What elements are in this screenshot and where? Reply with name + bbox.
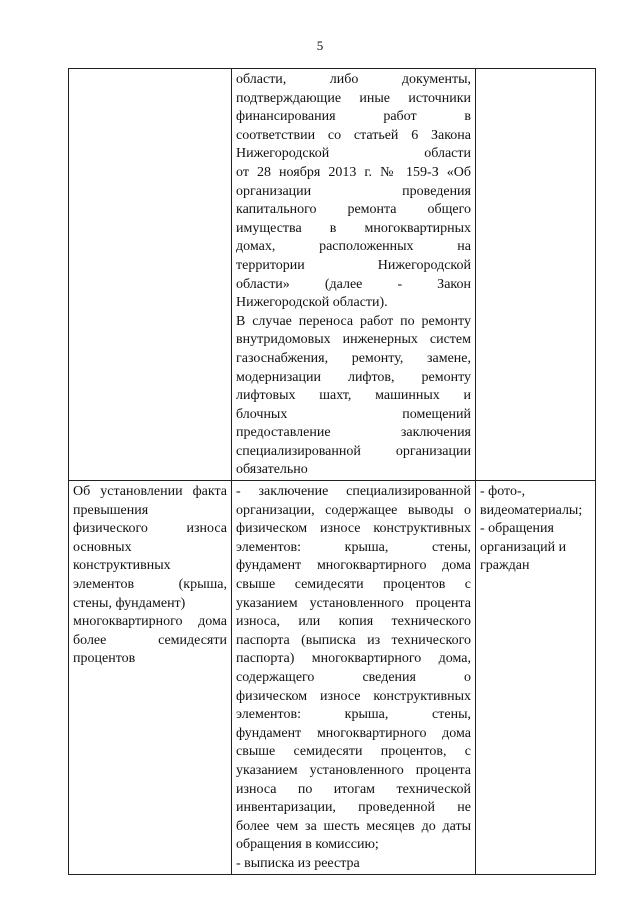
text-line: многоквартирного дома <box>73 614 227 630</box>
text-line: паспорта (выписка из технического <box>236 632 471 648</box>
text-line: физического износа <box>73 521 227 537</box>
text-line: более семидесяти <box>73 632 227 648</box>
text-line: элементов (крыша, <box>73 577 227 593</box>
text-line: указанием установленного процента <box>236 595 471 611</box>
text-line: Об установлении факта <box>73 484 227 500</box>
text-line: инвентаризации, проведенной не <box>236 800 471 816</box>
document-table <box>68 68 596 875</box>
text-line: подтверждающие иные источники <box>236 90 471 106</box>
text-line: финансирования работ в <box>236 109 471 125</box>
table-row <box>69 481 596 874</box>
text-line: износа, или копия технического <box>236 614 471 630</box>
text-line: элементов: крыша, стены, <box>236 707 471 723</box>
text-line: от 28 ноября 2013 г. № 159-З «Об <box>236 164 471 180</box>
text-line: домах, расположенных на <box>236 239 471 255</box>
text-line: паспорта) многоквартирного дома, <box>236 651 471 667</box>
text-line: фундамент многоквартирного дома <box>236 558 471 574</box>
text-line: физическом износе конструктивных <box>236 688 471 704</box>
text-line: более чем за шесть месяцев до даты <box>236 818 471 834</box>
row2-col3-cell <box>476 481 596 874</box>
text-line: граждан <box>480 558 530 574</box>
text-line: - фото-, <box>480 484 526 500</box>
text-line: предоставление заключения <box>236 425 471 441</box>
text-line: превышения <box>73 502 149 518</box>
row1-col3-cell <box>476 69 596 481</box>
text-line: свыше семидесяти процентов с <box>236 577 471 593</box>
table-row <box>69 69 596 481</box>
text-line: организации, содержащее выводы о <box>236 502 471 518</box>
text-line: Нижегородской области). <box>236 295 388 311</box>
text-line: специализированной организации <box>236 443 471 459</box>
text-line: внутридомовых инженерных систем <box>236 332 471 348</box>
text-line: организаций и <box>480 539 567 555</box>
text-line: указанием установленного процента <box>236 762 471 778</box>
text-line: конструктивных <box>73 558 171 574</box>
text-line: обязательно <box>236 462 308 478</box>
text-line: свыше семидесяти процентов, с <box>236 744 471 760</box>
text-line: элементов: крыша, стены, <box>236 539 471 555</box>
text-line: износа по итогам технической <box>236 781 471 797</box>
text-line: имущества в многоквартирных <box>236 220 471 236</box>
page-number: 5 <box>316 38 324 53</box>
text-line: области» (далее - Закон <box>236 276 471 292</box>
text-line: соответствии со статьей 6 Закона <box>236 127 471 143</box>
text-line: обращения в комиссию; <box>236 837 379 853</box>
text-line: Нижегородской области <box>236 146 471 162</box>
text-line: организации проведения <box>236 183 471 199</box>
text-line: - выписка из реестра <box>236 855 360 871</box>
text-line: содержащего сведения о <box>236 670 471 685</box>
text-line: видеоматериалы; <box>480 502 583 518</box>
text-line: В случае переноса работ по ремонту <box>236 313 471 329</box>
text-line: территории Нижегородской <box>236 257 471 273</box>
text-line: - обращения <box>480 521 554 537</box>
text-line: блочных помещений <box>236 406 471 422</box>
row2-col1-cell <box>69 481 232 874</box>
text-line: стены, фундамент) <box>73 595 186 611</box>
text-line: основных <box>73 539 132 555</box>
row1-col1-cell <box>69 69 232 481</box>
text-line: физическом износе конструктивных <box>236 521 471 537</box>
text-line: фундамент многоквартирного дома <box>236 725 471 741</box>
text-line: газоснабжения, ремонту, замене, <box>236 350 471 366</box>
row2-col2-cell <box>232 481 476 874</box>
text-line: области, либо документы, <box>236 72 471 87</box>
text-line: - заключение специализированной <box>236 484 471 500</box>
text-line: капитального ремонта общего <box>236 202 471 218</box>
text-line: лифтовых шахт, машинных и <box>236 388 471 404</box>
text-line: процентов <box>73 651 136 667</box>
row1-col2-cell <box>232 69 476 481</box>
text-line: модернизации лифтов, ремонту <box>236 369 471 385</box>
